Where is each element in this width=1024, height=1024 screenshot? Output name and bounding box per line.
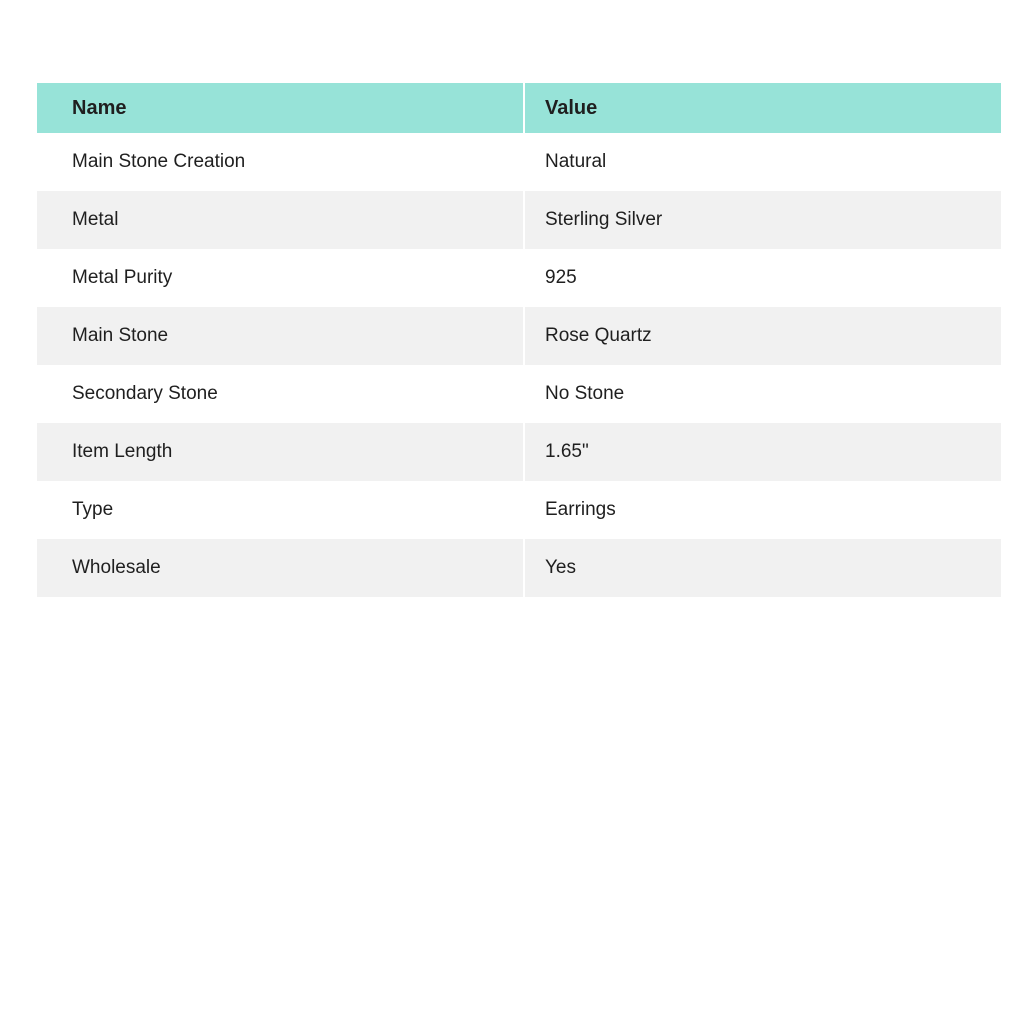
column-header-value: Value	[525, 83, 1001, 133]
table-row	[37, 481, 1001, 539]
attribute-name-cell: Wholesale	[37, 539, 523, 597]
attribute-name-cell: Main Stone	[37, 307, 523, 365]
table-row	[37, 365, 1001, 423]
attribute-name-cell: Secondary Stone	[37, 365, 523, 423]
table-body	[37, 133, 1001, 597]
attribute-value-cell: Sterling Silver	[525, 191, 1001, 249]
attribute-name-cell: Main Stone Creation	[37, 133, 523, 191]
attribute-name-cell: Item Length	[37, 423, 523, 481]
attribute-name-cell: Metal	[37, 191, 523, 249]
table-row	[37, 539, 1001, 597]
column-header-name: Name	[37, 83, 523, 133]
table-row	[37, 307, 1001, 365]
attribute-value-cell: Rose Quartz	[525, 307, 1001, 365]
attribute-value-cell: 925	[525, 249, 1001, 307]
attribute-name-cell: Metal Purity	[37, 249, 523, 307]
table-row	[37, 133, 1001, 191]
table-header-row	[37, 83, 1001, 133]
product-attributes-table	[37, 83, 1001, 597]
attribute-value-cell: Natural	[525, 133, 1001, 191]
attribute-value-cell: 1.65"	[525, 423, 1001, 481]
attribute-value-cell: Earrings	[525, 481, 1001, 539]
attribute-name-cell: Type	[37, 481, 523, 539]
attribute-value-cell: Yes	[525, 539, 1001, 597]
table-row	[37, 423, 1001, 481]
table-row	[37, 249, 1001, 307]
attribute-value-cell: No Stone	[525, 365, 1001, 423]
table-row	[37, 191, 1001, 249]
